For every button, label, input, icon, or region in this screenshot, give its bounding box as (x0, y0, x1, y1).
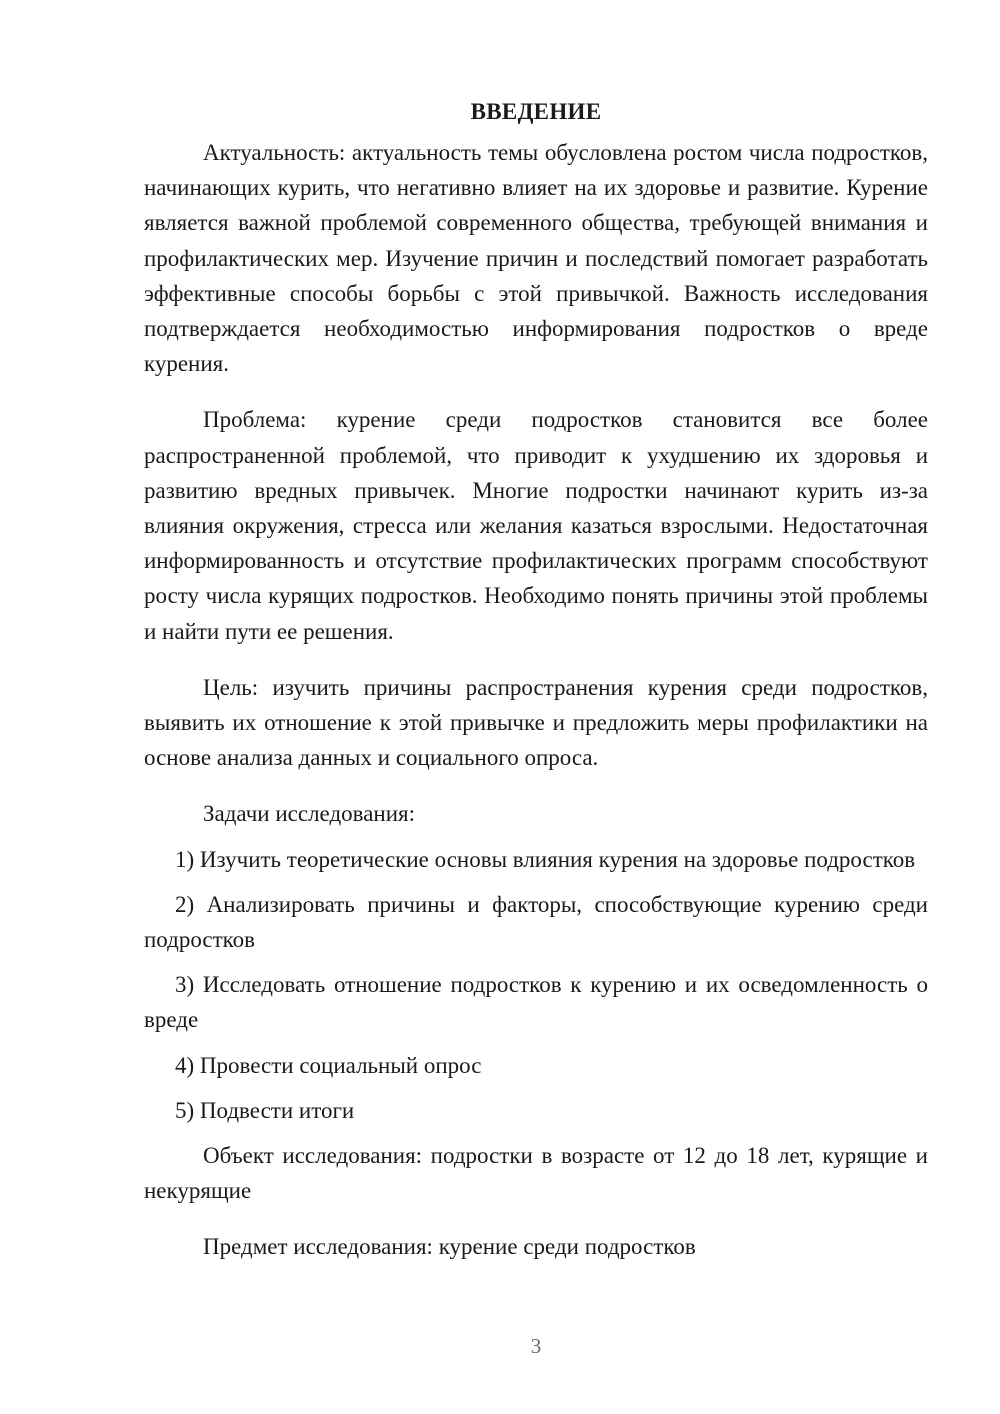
tasks-heading: Задачи исследования: (203, 801, 416, 827)
tasks-list (144, 842, 928, 1128)
task-item: 5) Подвести итоги (175, 1097, 355, 1123)
page-number: 3 (530, 1334, 542, 1358)
problem-paragraph: Проблема: курение среди подростков становится все более распространенной проблемой, что приводит к ухудшению их здоровья и развитию вредных привычек. Многие подростки начинают курить из-за влияния окружения, стресса или желания казаться взрослыми. Недостаточная информированность и отсутствие профилактических программ способствуют росту числа курящих подростков. Необходимо понять причины этой проблемы и найти пути ее решения. (144, 407, 928, 644)
goal-paragraph: Цель: изучить причины распространения курения среди подростков, выявить их отношение к этой привычке и предложить меры профилактики на основе анализа данных и социального опроса. (144, 674, 928, 771)
page-title: ВВЕДЕНИЕ (470, 99, 602, 124)
page-content (144, 94, 928, 1286)
task-item: 3) Исследовать отношение подростков к курению и их осведомленность о вреде (144, 972, 928, 1033)
task-item: 2) Анализировать причины и факторы, способствующие курению среди подростков (144, 891, 928, 953)
relevance-paragraph: Актуальность: актуальность темы обусловлена ростом числа подростков, начинающих курить, что негативно влияет на их здоровье и развитие. Курение является важной проблемой современного общества, требующей внимания и профилактических мер. Изучение причин и последствий помогает разработать эффективные способы борьбы с этой привычкой. Важность исследования подтверждается необходимостью информирования подростков о вреде курения. (144, 140, 928, 377)
task-item: 4) Провести социальный опрос (175, 1052, 482, 1078)
task-item: 1) Изучить теоретические основы влияния курения на здоровье подростков (175, 846, 916, 872)
object-paragraph: Объект исследования: подростки в возрасте от 12 до 18 лет, курящие и некурящие (144, 1143, 928, 1204)
subject-paragraph: Предмет исследования: курение среди подростков (203, 1234, 696, 1260)
